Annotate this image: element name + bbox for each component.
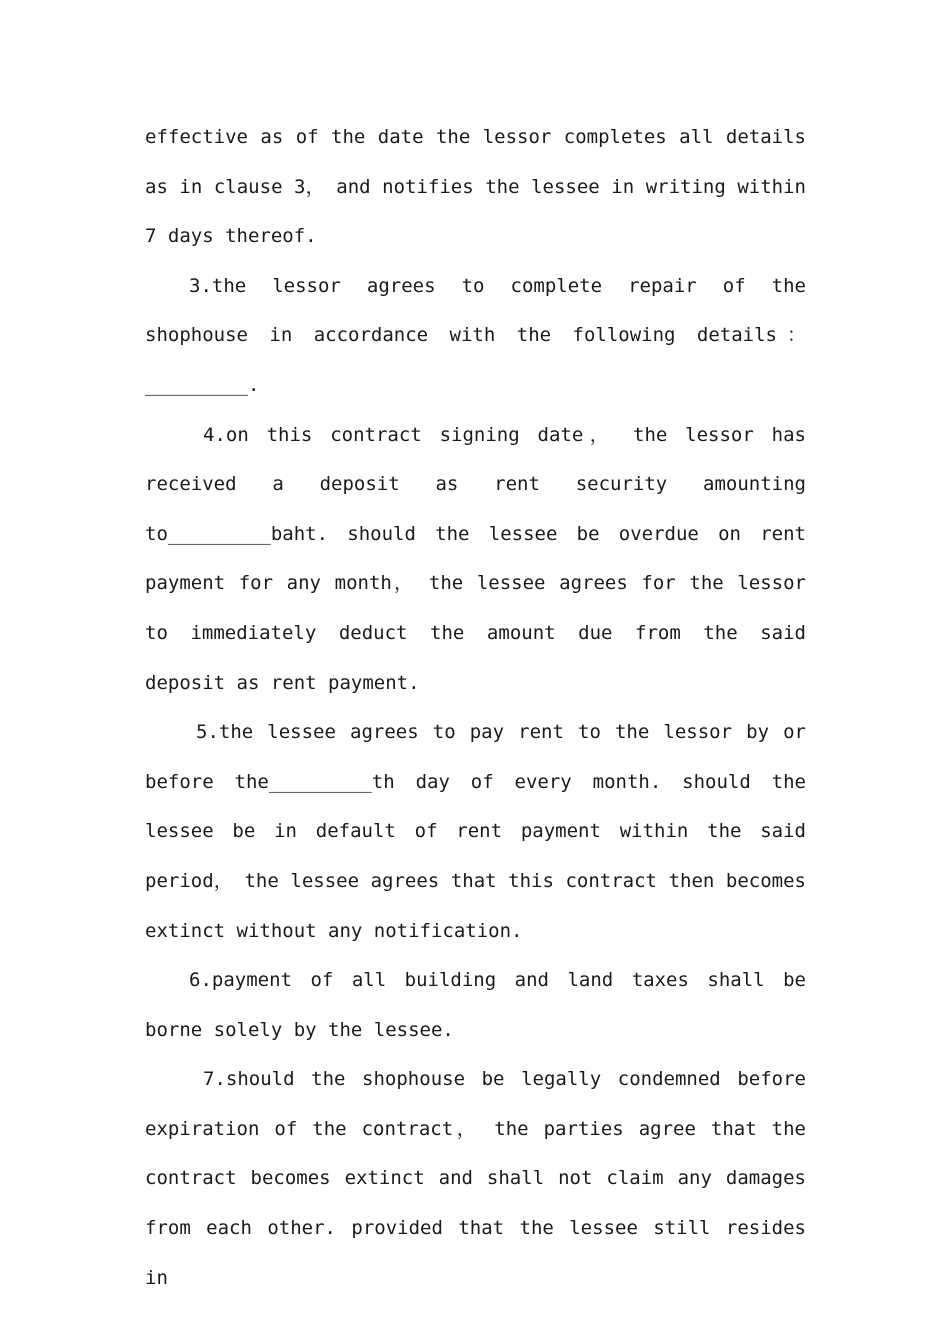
paragraph-clause-3: 3.the lessor agrees to complete repair of the shophouse in accordance with the following details：_________. — [145, 274, 806, 396]
paragraph-clause-4: 4.on this contract signing date， the lessor has received a deposit as rent security amounting to_________baht. should the lessee be overdue on rent payment for any month， the lessee agrees for the lessor to immediately deduct the amount due from the said deposit as rent payment. — [145, 423, 806, 694]
paragraph-effective-date: effective as of the date the lessor completes all details as in clause 3， and notifies the lessee in writing within 7 days thereof. — [145, 126, 806, 248]
paragraph-clause-6: 6.payment of all building and land taxes shall be borne solely by the lessee. — [145, 969, 806, 1041]
document-body — [145, 113, 806, 1303]
paragraph-clause-5: 5.the lessee agrees to pay rent to the lessor by or before the_________th day of every month. should the lessee be in default of rent payment within the said period， the lessee agrees that this contract then becomes extinct without any notification. — [145, 721, 806, 942]
paragraph-clause-7: 7.should the shophouse be legally condemned before expiration of the contract， the parties agree that the contract becomes extinct and shall not claim any damages from each other. provided that the lessee still resides in — [145, 1068, 806, 1289]
